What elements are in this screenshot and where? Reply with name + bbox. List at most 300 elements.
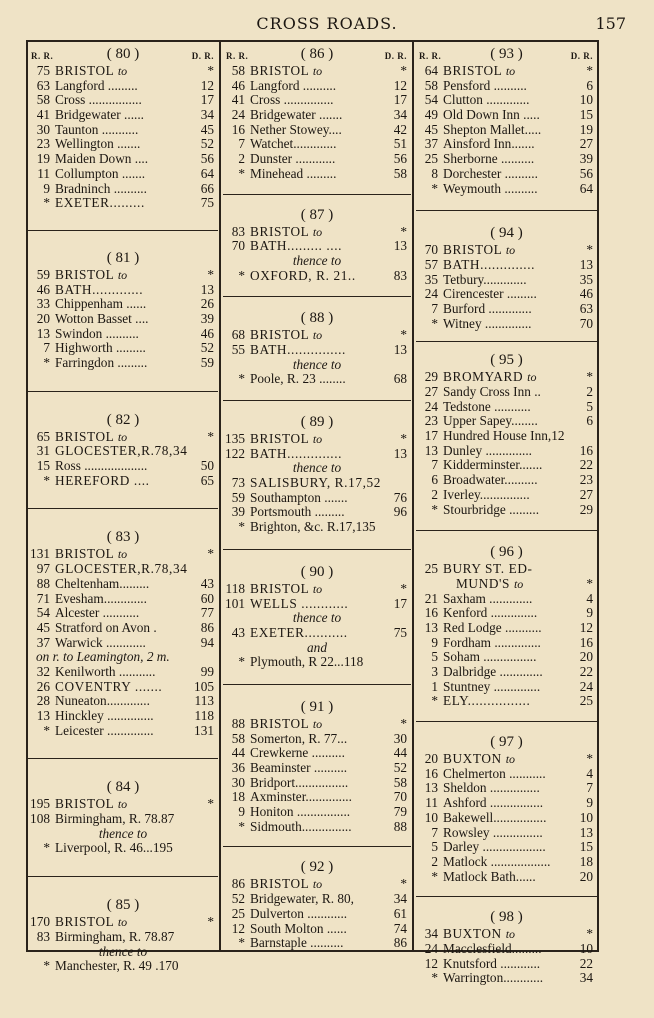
- route-row: [416, 592, 597, 607]
- route-row: [416, 302, 597, 317]
- place-text: Chippenham ......: [55, 296, 147, 312]
- place-name: [250, 922, 385, 937]
- route-number: ( 89 ): [300, 414, 334, 430]
- route-block: [223, 310, 411, 387]
- distance-value: 24: [579, 678, 593, 694]
- remaining-distance: 2: [431, 853, 438, 869]
- place-name: [443, 971, 571, 986]
- route-header: [28, 779, 218, 797]
- route-block: [416, 909, 597, 986]
- to-label: to: [312, 64, 323, 78]
- remaining-distance: *: [238, 267, 245, 283]
- remaining-distance: 52: [231, 891, 245, 907]
- place-name: [250, 655, 409, 670]
- distance-value: 52: [200, 340, 214, 356]
- remaining-distance: 29: [424, 369, 438, 385]
- route-row: [28, 167, 218, 182]
- route-row: [416, 287, 597, 302]
- route-header: [28, 529, 218, 547]
- place-name: [443, 650, 571, 665]
- route-block: [28, 412, 218, 489]
- route-row: [416, 680, 597, 695]
- distance-value: *: [586, 369, 593, 385]
- remaining-distance: 16: [424, 605, 438, 621]
- remaining-distance: 83: [231, 223, 245, 239]
- place-name: [55, 152, 192, 167]
- place-name: [443, 108, 571, 123]
- distance-value: 75: [200, 195, 214, 211]
- remaining-distance: 55: [231, 341, 245, 357]
- route-row: [416, 108, 597, 123]
- remaining-distance: *: [431, 868, 438, 884]
- route-number: ( 93 ): [490, 46, 523, 62]
- route-row: [223, 269, 411, 284]
- place-text: Warrington............: [443, 970, 544, 986]
- remaining-distance: 20: [424, 751, 438, 767]
- remaining-distance: 2: [238, 151, 245, 167]
- place-text: South Molton ......: [250, 920, 347, 936]
- route-row: [28, 312, 218, 327]
- route-separator: [223, 194, 411, 195]
- route-row: [416, 414, 597, 429]
- remaining-distance: 25: [424, 561, 438, 577]
- route-row: [28, 64, 218, 79]
- place-name: [250, 597, 385, 612]
- place-name: [443, 752, 571, 767]
- remaining-distance: 16: [424, 765, 438, 781]
- remaining-distance: *: [238, 165, 245, 181]
- remaining-distance: 122: [225, 445, 245, 461]
- column-divider: [219, 42, 221, 950]
- place-name: [55, 268, 192, 283]
- distance-value: 56: [393, 151, 407, 167]
- place-name: [55, 123, 192, 138]
- to-label: to: [117, 547, 128, 562]
- remaining-distance: 28: [36, 693, 50, 709]
- route-row: [28, 79, 218, 94]
- connector-label: thence to: [292, 356, 342, 372]
- remaining-distance: 118: [225, 580, 245, 596]
- place-text: Old Down Inn .....: [443, 107, 540, 123]
- route-row: [223, 717, 411, 732]
- route-row: [28, 547, 218, 562]
- route-row: [28, 812, 218, 827]
- route-row: [416, 458, 597, 473]
- distance-value: *: [400, 431, 407, 446]
- distance-value: 46: [200, 325, 214, 341]
- place-text: Leicester ..............: [55, 722, 154, 738]
- place-name: [55, 812, 216, 827]
- distance-value: 66: [200, 180, 214, 196]
- remaining-distance: *: [43, 840, 50, 856]
- distance-value: 45: [200, 121, 214, 137]
- remaining-distance: 70: [424, 242, 438, 258]
- distance-value: *: [207, 63, 214, 78]
- remaining-distance: 73: [231, 475, 245, 491]
- distance-value: 17: [393, 92, 407, 108]
- place-text: BRISTOL: [250, 223, 309, 239]
- place-text: BRISTOL: [250, 431, 309, 446]
- distance-value: 34: [579, 970, 593, 986]
- route-row: [416, 781, 597, 796]
- place-text: Broadwater..........: [443, 472, 538, 488]
- remaining-distance: 13: [36, 708, 50, 723]
- place-name: [456, 577, 571, 592]
- route-row: [223, 225, 411, 240]
- remaining-distance: 54: [36, 605, 50, 621]
- route-separator: [416, 210, 597, 211]
- place-name: [250, 79, 385, 94]
- remaining-distance: 15: [36, 458, 50, 474]
- place-text: BRISTOL: [250, 876, 309, 892]
- place-text: Maiden Down ....: [55, 151, 149, 167]
- remaining-distance: 1: [431, 678, 438, 694]
- place-text: Dorchester ..........: [443, 165, 538, 181]
- remaining-distance: 64: [424, 63, 438, 78]
- place-text: Pensford ..........: [443, 77, 527, 93]
- to-label: to: [505, 64, 516, 78]
- place-text: Liverpool, R. 46...195: [55, 840, 173, 856]
- distance-value: 27: [579, 136, 593, 152]
- place-name: [250, 907, 385, 922]
- distance-value: 79: [393, 804, 407, 820]
- distance-value: *: [586, 63, 593, 78]
- distance-value: 51: [393, 136, 407, 152]
- place-name: [443, 592, 571, 607]
- place-text: Stratford on Avon .: [55, 619, 157, 635]
- distance-value: 39: [579, 151, 593, 167]
- route-row: [223, 79, 411, 94]
- place-text: Nuneaton.............: [55, 693, 150, 709]
- place-name: [250, 225, 385, 240]
- remaining-distance: 68: [231, 327, 245, 343]
- distance-value: *: [586, 751, 593, 767]
- route-row: [223, 447, 411, 462]
- route-header: [223, 46, 411, 64]
- place-text: BATH...............: [250, 341, 346, 357]
- route-row: [416, 370, 597, 385]
- place-text: MUND'S: [456, 575, 511, 591]
- route-row: [28, 606, 218, 621]
- route-row: [416, 317, 597, 332]
- place-name: [443, 942, 571, 957]
- place-name: [443, 287, 571, 302]
- route-header: [416, 544, 597, 562]
- distance-value: 19: [579, 121, 593, 137]
- route-header: [416, 352, 597, 370]
- remaining-distance: 70: [231, 238, 245, 254]
- route-separator: [28, 230, 218, 231]
- route-row: [416, 182, 597, 197]
- remaining-distance: *: [238, 654, 245, 670]
- place-name: [55, 430, 192, 445]
- place-name: [250, 761, 385, 776]
- place-text: Chelmerton ...........: [443, 765, 546, 781]
- place-text: OXFORD, R. 21..: [250, 267, 356, 283]
- route-number: ( 90 ): [300, 563, 334, 580]
- route-block: [28, 897, 218, 974]
- place-text: Hinckley ..............: [55, 708, 154, 723]
- place-name: [55, 562, 216, 577]
- place-text: BRISTOL: [250, 580, 309, 596]
- route-row: [28, 268, 218, 283]
- route-row: [416, 444, 597, 459]
- place-name: [55, 606, 192, 621]
- remaining-distance: 3: [431, 664, 438, 679]
- route-number: ( 98 ): [490, 909, 523, 926]
- route-row: [223, 907, 411, 922]
- place-text: Soham ................: [443, 649, 537, 665]
- distance-value: 27: [579, 486, 593, 502]
- route-separator: [223, 296, 411, 297]
- route-row: [223, 936, 411, 951]
- distance-value: 13: [200, 281, 214, 297]
- place-name: [443, 444, 571, 459]
- place-text: Poole, R. 23 ........: [250, 371, 346, 387]
- place-name: [443, 370, 571, 385]
- remaining-distance: 58: [36, 92, 50, 108]
- distance-value: 15: [579, 107, 593, 123]
- route-header: [223, 207, 411, 225]
- route-number: ( 81 ): [106, 249, 140, 266]
- distance-value: 10: [579, 809, 593, 825]
- distance-value: 60: [200, 590, 214, 606]
- place-text: Langford ..........: [250, 77, 337, 93]
- distance-value: *: [400, 715, 407, 731]
- distance-value: 35: [579, 271, 593, 287]
- remaining-distance: *: [431, 970, 438, 986]
- distance-value: 17: [200, 92, 214, 108]
- place-text: Saxham .............: [443, 590, 533, 606]
- place-text: Knutsford ............: [443, 955, 541, 971]
- place-name: [250, 626, 385, 641]
- distance-value: 75: [393, 624, 407, 640]
- place-name: [443, 826, 571, 841]
- place-name: [55, 797, 192, 812]
- place-name: [443, 414, 571, 429]
- place-text: Farringdon .........: [55, 355, 148, 370]
- distance-value: 56: [579, 165, 593, 181]
- remaining-distance: 46: [231, 77, 245, 93]
- place-name: [55, 297, 192, 312]
- place-name: [55, 283, 192, 298]
- route-row: [28, 841, 218, 856]
- remaining-distance: 71: [36, 590, 50, 606]
- place-text: BRISTOL: [443, 242, 502, 258]
- to-label: to: [513, 576, 524, 591]
- to-label: to: [117, 267, 128, 282]
- place-text: Kenilworth ...........: [55, 663, 156, 679]
- route-row: [416, 503, 597, 518]
- remaining-distance: *: [431, 501, 438, 517]
- rr-column-label: R. R.: [419, 51, 442, 61]
- distance-value: 61: [393, 905, 407, 921]
- place-text: BATH.............: [55, 281, 144, 297]
- column-2: [223, 42, 411, 950]
- table-frame: [26, 40, 599, 986]
- remaining-distance: 7: [43, 340, 50, 356]
- place-text: Tetbury.............: [443, 271, 527, 287]
- remaining-distance: 6: [431, 472, 438, 488]
- route-row: [416, 123, 597, 138]
- remaining-distance: 45: [424, 121, 438, 137]
- place-text: Portsmouth .........: [250, 504, 345, 520]
- route-number: ( 84 ): [106, 779, 140, 796]
- remaining-distance: 43: [231, 624, 245, 640]
- route-row: [28, 915, 218, 930]
- remaining-distance: 16: [231, 121, 245, 137]
- place-name: [250, 790, 385, 805]
- place-text: Stuntney ..............: [443, 678, 541, 694]
- route-row: [28, 636, 218, 651]
- place-name: [250, 64, 385, 79]
- remaining-distance: 13: [424, 780, 438, 796]
- remaining-distance: 86: [231, 876, 245, 892]
- place-name: [250, 505, 385, 520]
- route-connector-text: [223, 461, 411, 476]
- route-block: [28, 46, 218, 211]
- place-text: BRISTOL: [55, 796, 114, 812]
- remaining-distance: 7: [431, 824, 438, 840]
- place-text: Plymouth, R 22...118: [250, 654, 364, 670]
- page-title: CROSS ROADS.: [256, 14, 398, 33]
- distance-value: 34: [200, 107, 214, 123]
- distance-value: 15: [579, 839, 593, 855]
- route-number: ( 88 ): [300, 310, 334, 327]
- distance-value: 16: [579, 634, 593, 650]
- remaining-distance: 39: [231, 504, 245, 520]
- route-block: [223, 46, 411, 182]
- distance-value: 12: [393, 77, 407, 93]
- route-row: [416, 840, 597, 855]
- place-name: [443, 273, 571, 288]
- remaining-distance: 59: [231, 489, 245, 505]
- place-text: Matlock ..................: [443, 853, 551, 869]
- remaining-distance: 46: [36, 281, 50, 297]
- distance-value: *: [207, 266, 214, 282]
- remaining-distance: 17: [424, 428, 438, 444]
- place-text: Macclesfield.........: [443, 940, 542, 956]
- remaining-distance: 88: [231, 715, 245, 731]
- distance-value: 13: [579, 824, 593, 840]
- place-name: [55, 915, 192, 930]
- route-header: [416, 225, 597, 243]
- place-text: BURY ST. ED-: [443, 561, 533, 577]
- remaining-distance: 34: [424, 926, 438, 942]
- remaining-distance: 41: [231, 92, 245, 108]
- route-row: [223, 761, 411, 776]
- route-block: [223, 564, 411, 670]
- place-name: [55, 709, 192, 724]
- place-name: [443, 167, 571, 182]
- place-name: [250, 717, 385, 732]
- place-text: Upper Sapey........: [443, 413, 538, 429]
- place-text: BRISTOL: [55, 266, 114, 282]
- route-row: [223, 520, 411, 535]
- place-name: [55, 108, 192, 123]
- distance-value: *: [207, 546, 214, 562]
- place-text: Somerton, R. 77...: [250, 730, 348, 746]
- route-row: [28, 930, 218, 945]
- place-text: Witney ..............: [443, 315, 532, 331]
- remaining-distance: 7: [431, 457, 438, 473]
- distance-value: 94: [200, 634, 214, 650]
- remaining-distance: 49: [424, 107, 438, 123]
- place-text: BRISTOL: [250, 715, 309, 731]
- distance-value: 9: [586, 605, 593, 621]
- to-label: to: [312, 877, 323, 892]
- place-name: [250, 732, 385, 747]
- place-text: Cheltenham.........: [55, 575, 150, 591]
- place-name: [55, 694, 192, 709]
- route-row: [223, 328, 411, 343]
- remaining-distance: 37: [424, 136, 438, 152]
- route-connector-text: [28, 827, 218, 842]
- to-label: to: [117, 64, 128, 78]
- route-header: [416, 46, 597, 64]
- route-number: ( 94 ): [490, 225, 523, 242]
- distance-value: 64: [200, 165, 214, 181]
- route-header: [28, 46, 218, 64]
- place-text: Warwick ............: [55, 634, 146, 650]
- route-row: [416, 152, 597, 167]
- place-text: Sherborne ..........: [443, 151, 535, 167]
- place-text: Matlock Bath......: [443, 868, 536, 884]
- place-name: [55, 459, 192, 474]
- place-name: [443, 767, 571, 782]
- distance-value: 22: [579, 664, 593, 679]
- remaining-distance: 45: [36, 619, 50, 635]
- dr-column-label: D. R.: [570, 51, 593, 61]
- remaining-distance: 2: [431, 486, 438, 502]
- route-row: [223, 372, 411, 387]
- place-text: Sidmouth...............: [250, 818, 352, 834]
- place-name: [443, 243, 571, 258]
- distance-value: 83: [393, 267, 407, 283]
- route-row: [28, 694, 218, 709]
- place-text: BATH......... ....: [250, 238, 343, 254]
- remaining-distance: *: [431, 693, 438, 709]
- place-name: [55, 93, 192, 108]
- place-name: [443, 665, 571, 680]
- place-name: [250, 805, 385, 820]
- place-text: Iverley...............: [443, 486, 530, 502]
- route-row: [223, 922, 411, 937]
- route-row: [223, 123, 411, 138]
- place-name: [443, 781, 571, 796]
- page-number: 157: [595, 14, 626, 33]
- place-text: Clutton .............: [443, 92, 530, 108]
- dr-column-label: D. R.: [384, 51, 407, 61]
- place-text: EXETER.........: [55, 195, 145, 211]
- distance-value: 20: [579, 868, 593, 884]
- place-text: Kidderminster.......: [443, 457, 543, 473]
- route-number: ( 96 ): [490, 544, 523, 561]
- route-row: [416, 385, 597, 400]
- place-text: Birmingham, R. 78.87: [55, 811, 175, 827]
- distance-value: 88: [393, 818, 407, 834]
- distance-value: 7: [586, 780, 593, 796]
- route-row: [28, 152, 218, 167]
- place-text: BRISTOL: [55, 63, 114, 78]
- distance-value: 6: [586, 77, 593, 93]
- place-text: Red Lodge ...........: [443, 619, 542, 635]
- route-row: [28, 621, 218, 636]
- place-name: [250, 582, 385, 597]
- remaining-distance: *: [43, 722, 50, 738]
- remaining-distance: 5: [431, 649, 438, 665]
- route-row: [28, 680, 218, 695]
